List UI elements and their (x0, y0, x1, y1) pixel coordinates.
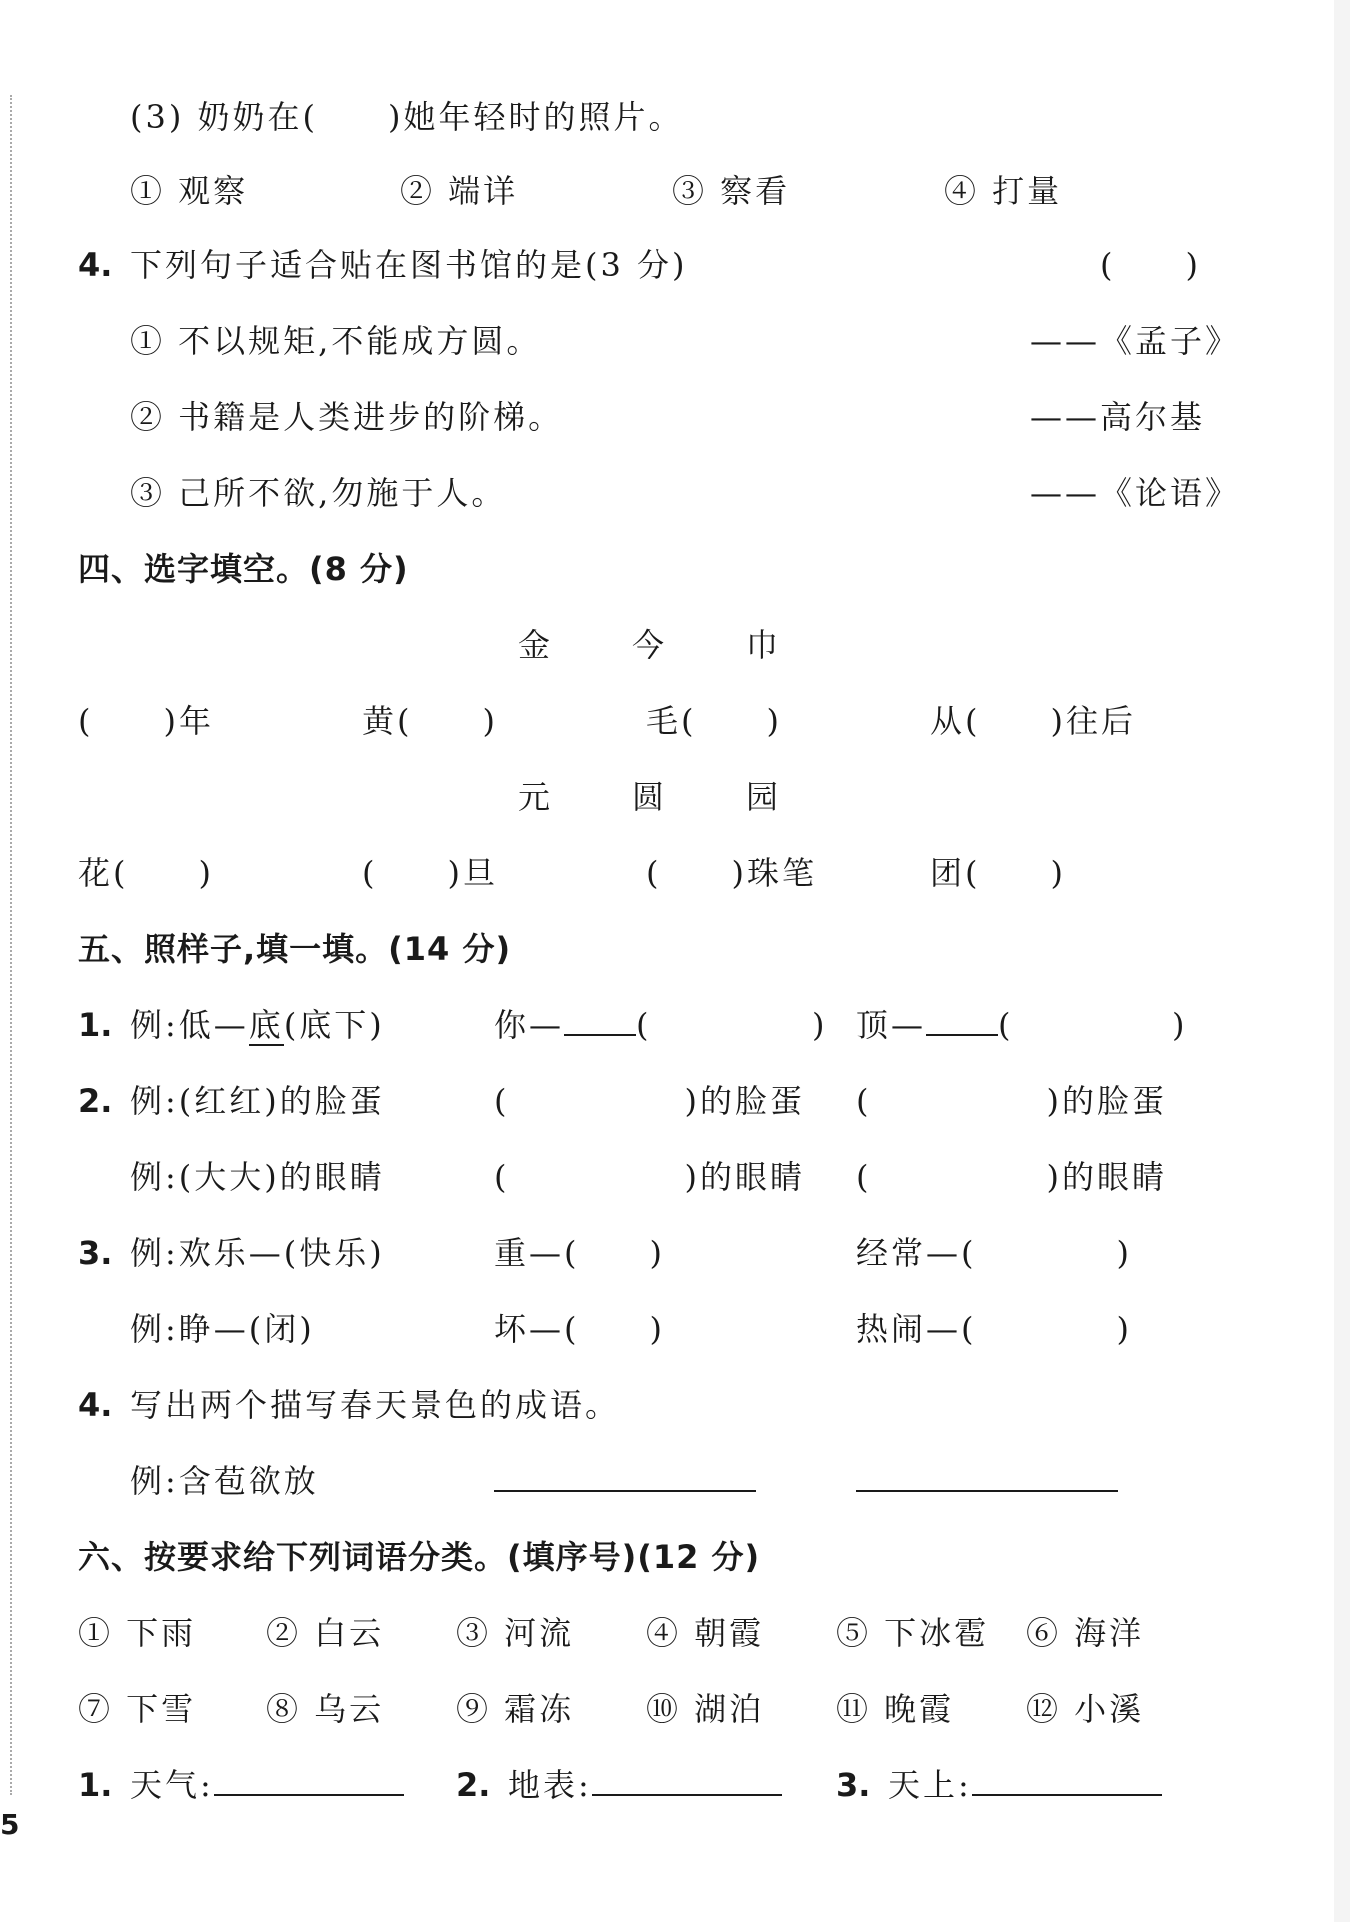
blank-5: 花( ) (78, 854, 214, 892)
s5-q2-row2-example: 例:(大大)的眼睛 (130, 1158, 385, 1196)
s5-q1-example: 例:低—底(底下) (130, 1006, 385, 1044)
s5-q4-blank-2 (856, 1456, 1118, 1506)
q4-item-2 (0, 392, 1350, 442)
q3-3-row (0, 92, 1350, 142)
cat-3-number: 3. (836, 1766, 871, 1804)
section5-heading: 五、照样子,填一填。(14 分) (78, 930, 512, 968)
word-10: ⑩ 湖泊 (646, 1690, 765, 1728)
option-1: ① 观察 (130, 172, 249, 210)
char-yuan-yuan: 元 (518, 778, 554, 816)
s5-q2-row2-blank2: ( )的眼睛 (856, 1158, 1167, 1196)
s5-q3-row2-item2: 热闹—( ) (856, 1310, 1132, 1348)
q3-3-options-row (0, 166, 1350, 216)
option-2: ② 端详 (400, 172, 519, 210)
section4-heading: 四、选字填空。(8 分) (78, 550, 409, 588)
word-5: ⑤ 下冰雹 (836, 1614, 990, 1652)
blank-4: 从( )往后 (930, 702, 1136, 740)
s5-q2-row1-example: 例:(红红)的脸蛋 (130, 1082, 385, 1120)
section6-heading-row (0, 1532, 1350, 1582)
q4-item-2-source: ——高尔基 (1030, 398, 1206, 436)
option-3: ③ 察看 (672, 172, 791, 210)
char-jin-towel: 巾 (746, 626, 782, 664)
q3-3-stem: (3) 奶奶在( )她年轻时的照片。 (130, 98, 684, 136)
char-jin-now: 今 (632, 626, 668, 664)
q4-item-1-text: ① 不以规矩,不能成方圆。 (130, 322, 542, 360)
cat-3-sky: 天上: (888, 1760, 1162, 1810)
q4-stem: 下列句子适合贴在图书馆的是(3 分) (130, 246, 688, 284)
q4-number: 4. (78, 246, 113, 284)
cat-1-number: 1. (78, 1766, 113, 1804)
section4-group1-blanks (0, 696, 1350, 746)
word-8: ⑧ 乌云 (266, 1690, 385, 1728)
section6-words-row1 (0, 1608, 1350, 1658)
section5-heading-row (0, 924, 1350, 974)
s5-q3-row1-item1: 重—( ) (494, 1234, 665, 1272)
section4-group2-chars (0, 772, 1350, 822)
section5-q4-row (0, 1380, 1350, 1430)
s5-q1-item2: 顶— ( (856, 1000, 1014, 1050)
q4-item-1-source: ——《孟子》 (1030, 322, 1241, 360)
char-yuan-garden: 园 (746, 778, 782, 816)
s5-q3-row1-example: 例:欢乐—(快乐) (130, 1234, 385, 1272)
section5-q3-row2 (0, 1304, 1350, 1354)
q4-item-2-text: ② 书籍是人类进步的阶梯。 (130, 398, 564, 436)
word-6: ⑥ 海洋 (1026, 1614, 1145, 1652)
s5-q3-row1-item2: 经常—( ) (856, 1234, 1132, 1272)
section6-heading: 六、按要求给下列词语分类。(填序号)(12 分) (78, 1538, 761, 1576)
s5-q1-item2-close: ) (1172, 1006, 1188, 1044)
blank-3: 毛( ) (646, 702, 782, 740)
q4-answer-paren: ( ) (1100, 246, 1201, 284)
s5-q1-item1-close: ) (812, 1006, 828, 1044)
section5-q1-row (0, 1000, 1350, 1050)
blank-2: 黄( ) (362, 702, 498, 740)
word-3: ③ 河流 (456, 1614, 575, 1652)
word-4: ④ 朝霞 (646, 1614, 765, 1652)
cat-2-number: 2. (456, 1766, 491, 1804)
word-9: ⑨ 霜冻 (456, 1690, 575, 1728)
word-2: ② 白云 (266, 1614, 385, 1652)
q4-item-1 (0, 316, 1350, 366)
blank-8: 团( ) (930, 854, 1066, 892)
section4-group2-blanks (0, 848, 1350, 898)
section5-q2-row2 (0, 1152, 1350, 1202)
q4-row (0, 240, 1350, 290)
s5-q3-row2-item1: 坏—( ) (494, 1310, 665, 1348)
section5-q3-row1 (0, 1228, 1350, 1278)
s5-q3-row2-example: 例:睁—(闭) (130, 1310, 315, 1348)
s5-q2-row2-blank1: ( )的眼睛 (494, 1158, 805, 1196)
s5-q2-number: 2. (78, 1082, 113, 1120)
cat-1-weather: 天气: (130, 1760, 404, 1810)
s5-q1-item1: 你— ( (494, 1000, 652, 1050)
section4-heading-row (0, 544, 1350, 594)
page-number: 5 (0, 1808, 20, 1841)
q4-item-3-text: ③ 己所不欲,勿施于人。 (130, 474, 507, 512)
q4-item-3 (0, 468, 1350, 518)
section4-group1-chars (0, 620, 1350, 670)
cat-2-surface: 地表: (508, 1760, 782, 1810)
q4-item-3-source: ——《论语》 (1030, 474, 1241, 512)
char-jin-gold: 金 (518, 626, 554, 664)
section5-q2-row1 (0, 1076, 1350, 1126)
word-7: ⑦ 下雪 (78, 1690, 197, 1728)
s5-q4-stem: 写出两个描写春天景色的成语。 (130, 1386, 621, 1424)
blank-1: ( )年 (78, 702, 214, 740)
section6-words-row2 (0, 1684, 1350, 1734)
word-1: ① 下雨 (78, 1614, 197, 1652)
s5-q2-row1-blank1: ( )的脸蛋 (494, 1082, 805, 1120)
blank-6: ( )旦 (362, 854, 498, 892)
s5-q2-row1-blank2: ( )的脸蛋 (856, 1082, 1167, 1120)
s5-q3-number: 3. (78, 1234, 113, 1272)
section5-q4-example-row (0, 1456, 1350, 1506)
word-11: ⑪ 晚霞 (836, 1690, 955, 1728)
word-12: ⑫ 小溪 (1026, 1690, 1145, 1728)
char-yuan-round: 圆 (632, 778, 668, 816)
s5-q1-number: 1. (78, 1006, 113, 1044)
blank-7: ( )珠笔 (646, 854, 817, 892)
s5-q4-blank-1 (494, 1456, 756, 1506)
s5-q4-number: 4. (78, 1386, 113, 1424)
section6-categories-row (0, 1760, 1350, 1810)
s5-q4-example: 例:含苞欲放 (130, 1462, 319, 1500)
option-4: ④ 打量 (944, 172, 1063, 210)
